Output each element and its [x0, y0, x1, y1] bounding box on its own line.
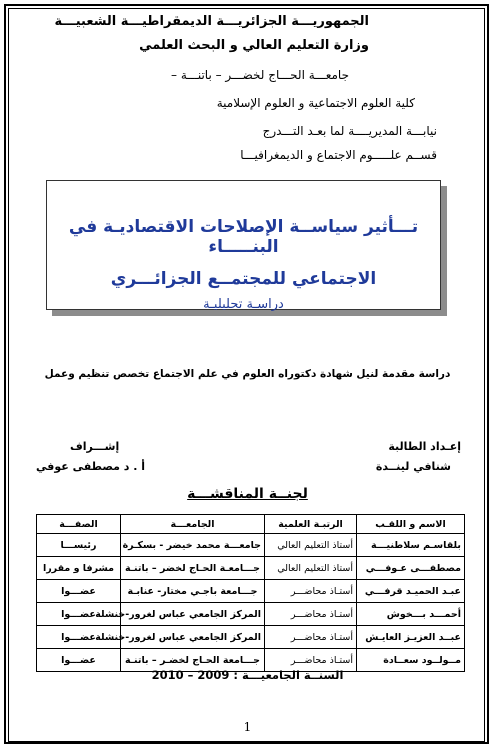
committee-title: لجنــة المناقشـــة — [187, 486, 308, 502]
thesis-subtitle: دراسـة تحليليـة — [203, 297, 284, 312]
supervision-label: إشـــراف — [70, 440, 120, 453]
member-university: جـــامعـة الحـاج لخضر – باتنـة — [121, 557, 265, 580]
member-name: عبــد العزيـز العايـش — [357, 626, 465, 649]
member-name: أحمـــد بـــخوش — [357, 603, 465, 626]
table-row — [37, 580, 465, 603]
academic-year: السنــة الجامعيـــة : 2009 – 2010 — [151, 668, 344, 682]
member-rank: أستـاذ محاضـــر — [265, 626, 357, 649]
member-rank: أستـاذ محاضـــر — [265, 603, 357, 626]
member-name: عبـد الحميـد قرفـــي — [357, 580, 465, 603]
university-heading: جامعـــة الحـــاج لخضـــر – باتنـــة – — [171, 68, 349, 82]
header-name: الاسم و اللقـب — [357, 515, 465, 534]
member-name: مــولــود سعــادة — [357, 649, 465, 672]
header-rank: الرتبـة العلمية — [265, 515, 357, 534]
member-university: جـــامعة باجـي مختار- عنابـة — [121, 580, 265, 603]
member-role: عضـــوا — [37, 649, 121, 672]
header-role: الصفـــة — [37, 515, 121, 534]
table-row — [37, 534, 465, 557]
member-university: جامعـــة محمد خيضر - بسكـرة — [121, 534, 265, 557]
directorate-heading: نيابـــة المديريــــة لما بعـد التـــدرج — [262, 124, 437, 138]
member-rank: أستـاذ محاضـــر — [265, 649, 357, 672]
student-name: شنافي لينــدة — [375, 460, 451, 473]
member-rank: أستاذ التعليم العالي — [265, 557, 357, 580]
table-row — [37, 626, 465, 649]
member-role: مشرفا و مقررا — [37, 557, 121, 580]
page-number: 1 — [243, 720, 252, 734]
prepared-by-label: إعـداد الطالبة — [388, 440, 461, 453]
department-heading: قســم علـــــوم الاجتماع و الديمغرافيـــا — [240, 148, 437, 162]
thesis-title-box — [46, 180, 441, 310]
degree-statement: دراسة مقدمة لنيل شهادة دكتوراه العلوم في علم الاجتماع تخصص تنظيم وعمل — [44, 368, 451, 380]
thesis-title-line1: تـــأثير سياســة الإصلاحات الاقتصاديـة في البنـــــاء — [68, 217, 419, 257]
member-role: رئيســـا — [37, 534, 121, 557]
table-row — [37, 557, 465, 580]
member-rank: أستاذ التعليم العالي — [265, 534, 357, 557]
ministry-heading: وزارة التعليم العالي و البحث العلمي — [139, 38, 369, 53]
header-university: الجامعـــة — [121, 515, 265, 534]
member-name: مصطفـــى عـوفـــي — [357, 557, 465, 580]
member-name: بلقاسـم سلاطنيـــة — [357, 534, 465, 557]
member-rank: أستـاذ محاضـــر — [265, 580, 357, 603]
member-role: عضـــوا — [37, 580, 121, 603]
member-role: عضـــوا — [37, 626, 121, 649]
thesis-title-line2: الاجتماعي للمجتمــع الجزائـــري — [110, 269, 377, 289]
committee-table — [36, 514, 465, 672]
republic-heading: الجمهوريـــة الجزائريـــة الديمقراطيـــة الشعبيـــة — [54, 14, 369, 29]
faculty-heading: كلية العلوم الاجتماعية و العلوم الإسلامية — [216, 96, 415, 110]
member-university: المركز الجامعي عباس لغرور-خنشلة — [121, 603, 265, 626]
member-university: المركز الجامعي عباس لغرور-خنشلة — [121, 626, 265, 649]
table-header-row — [37, 515, 465, 534]
member-university: جـــامعة الحـاج لخضـر – باتنـة — [121, 649, 265, 672]
table-row — [37, 603, 465, 626]
member-role: عضـــوا — [37, 603, 121, 626]
supervisor-name: أ . د مصطفى عوفي — [36, 460, 146, 473]
